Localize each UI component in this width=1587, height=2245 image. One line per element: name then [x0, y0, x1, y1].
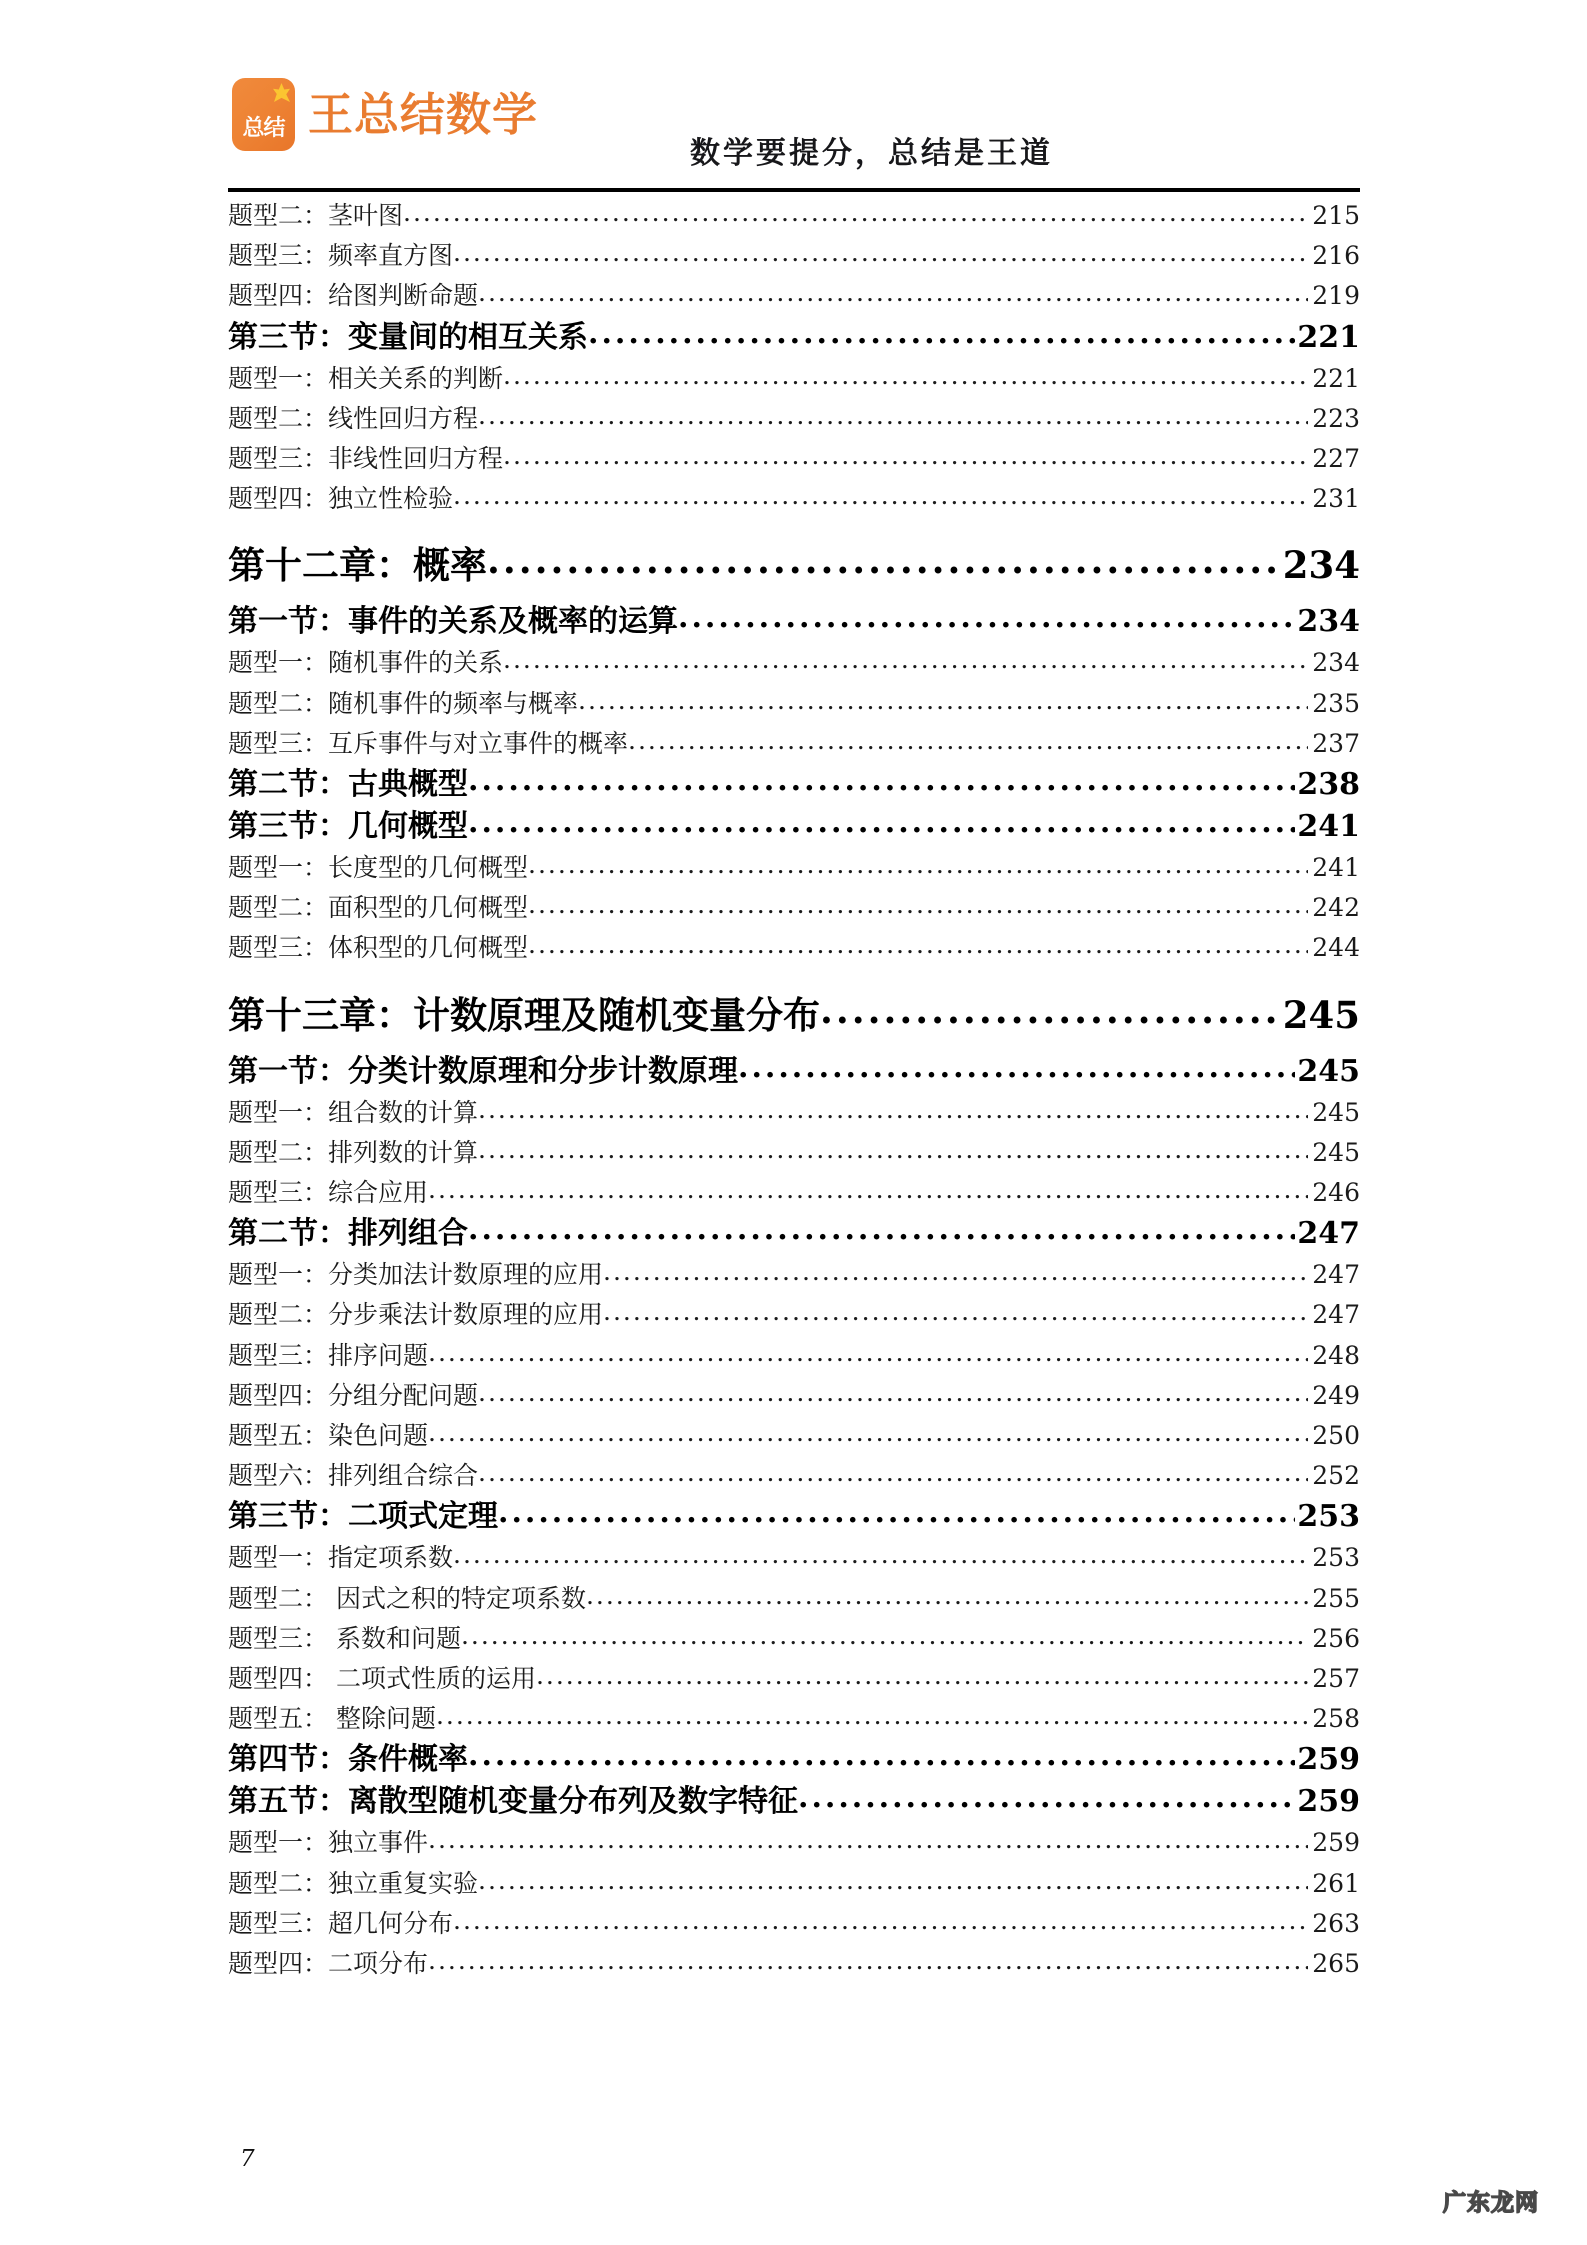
- toc-leader-dots: [503, 359, 1308, 399]
- toc-entry-topic[interactable]: [228, 1579, 1360, 1619]
- toc-entry-chapter[interactable]: [228, 991, 1360, 1039]
- toc-entry-label: 题型二：独立重复实验: [228, 1868, 479, 1898]
- toc-leader-dots: [428, 1173, 1308, 1213]
- toc-entry-label: 题型三：互斥事件与对立事件的概率: [228, 728, 629, 758]
- toc-entry-page: 252: [1312, 1461, 1360, 1491]
- toc-entry-page: 215: [1312, 201, 1360, 230]
- toc-entry-page: 247: [1297, 1216, 1360, 1252]
- toc-entry-label: 第五节：离散型随机变量分布列及数字特征: [228, 1784, 798, 1820]
- toc-entry-page: 259: [1297, 1742, 1360, 1778]
- toc-leader-dots: [528, 928, 1308, 968]
- toc-entry-label: 第三节：二项式定理: [228, 1499, 498, 1535]
- toc-entry-label: 题型四：给图判断命题: [228, 281, 479, 311]
- toc-leader-dots: [503, 643, 1308, 683]
- toc-entry-section[interactable]: [228, 806, 1360, 848]
- toc-entry-label: 题型二：茎叶图: [228, 201, 404, 230]
- toc-entry-page: 247: [1312, 1300, 1360, 1330]
- table-of-contents: [228, 196, 1360, 1984]
- toc-leader-dots: [428, 1823, 1308, 1863]
- toc-entry-topic[interactable]: [228, 1699, 1360, 1739]
- toc-leader-dots: [478, 1093, 1308, 1133]
- toc-entry-topic[interactable]: [228, 359, 1360, 399]
- toc-entry-label: 题型一：长度型的几何概型: [228, 853, 529, 883]
- toc-entry-topic[interactable]: [228, 276, 1360, 316]
- page-header: [0, 0, 1587, 182]
- toc-entry-page: 234: [1282, 543, 1360, 588]
- toc-leader-dots: [498, 1496, 1295, 1538]
- toc-entry-page: 235: [1312, 688, 1360, 718]
- page-number: 7: [240, 2146, 255, 2172]
- toc-entry-label: 第三节：变量间的相互关系: [228, 319, 588, 355]
- toc-entry-page: 221: [1312, 363, 1360, 393]
- toc-entry-section[interactable]: [228, 1051, 1360, 1093]
- toc-leader-dots: [738, 1051, 1295, 1093]
- toc-entry-page: 249: [1312, 1380, 1360, 1410]
- toc-entry-label: 题型一：相关关系的判断: [228, 363, 504, 393]
- toc-entry-topic[interactable]: [228, 1093, 1360, 1133]
- toc-entry-topic[interactable]: [228, 479, 1360, 519]
- toc-entry-label: 题型三：综合应用: [228, 1178, 429, 1208]
- toc-entry-page: 253: [1312, 1543, 1360, 1573]
- toc-entry-topic[interactable]: [228, 1864, 1360, 1904]
- toc-entry-page: 245: [1282, 992, 1360, 1037]
- toc-entry-page: 263: [1312, 1908, 1360, 1938]
- toc-entry-label: 第四节：条件概率: [228, 1742, 468, 1778]
- toc-entry-page: 221: [1297, 319, 1360, 355]
- toc-entry-topic[interactable]: [228, 1416, 1360, 1456]
- toc-entry-label: 题型三：非线性回归方程: [228, 444, 504, 474]
- toc-entry-page: 250: [1312, 1421, 1360, 1451]
- toc-entry-topic[interactable]: [228, 1295, 1360, 1335]
- toc-leader-dots: [820, 991, 1281, 1039]
- toc-leader-dots: [603, 1255, 1308, 1295]
- toc-entry-label: 题型二：排列数的计算: [228, 1137, 479, 1167]
- toc-leader-dots: [478, 1133, 1308, 1173]
- toc-leader-dots: [478, 1376, 1308, 1416]
- toc-entry-topic[interactable]: [228, 888, 1360, 928]
- toc-entry-label: 题型一：指定项系数: [228, 1543, 454, 1573]
- toc-leader-dots: [478, 399, 1308, 439]
- toc-leader-dots: [798, 1781, 1295, 1823]
- toc-entry-page: 245: [1312, 1137, 1360, 1167]
- toc-entry-label: 第三节：几何概型: [228, 809, 468, 845]
- toc-entry-section[interactable]: [228, 764, 1360, 806]
- toc-entry-page: 227: [1312, 444, 1360, 474]
- toc-entry-topic[interactable]: [228, 684, 1360, 724]
- toc-entry-topic[interactable]: [228, 1538, 1360, 1578]
- toc-entry-label: 题型二：面积型的几何概型: [228, 893, 529, 923]
- toc-leader-dots: [528, 848, 1308, 888]
- toc-leader-dots: [468, 806, 1295, 848]
- toc-leader-dots: [578, 684, 1308, 724]
- toc-leader-dots: [503, 439, 1308, 479]
- toc-entry-topic[interactable]: [228, 1944, 1360, 1984]
- toc-entry-label: 第一节：事件的关系及概率的运算: [228, 604, 678, 640]
- toc-leader-dots: [453, 479, 1308, 519]
- toc-leader-dots: [428, 1336, 1308, 1376]
- toc-entry-page: 234: [1297, 604, 1360, 640]
- toc-entry-page: 257: [1312, 1664, 1360, 1694]
- toc-entry-label: 题型六：排列组合综合: [228, 1461, 479, 1491]
- toc-entry-label: 第二节：排列组合: [228, 1216, 468, 1252]
- toc-leader-dots: [678, 601, 1295, 643]
- toc-leader-dots: [603, 1295, 1308, 1335]
- toc-entry-page: 248: [1312, 1340, 1360, 1370]
- toc-entry-label: 题型一：独立事件: [228, 1828, 429, 1858]
- toc-entry-label: 题型四：分组分配问题: [228, 1380, 479, 1410]
- toc-entry-label: 第十三章：计数原理及随机变量分布: [228, 992, 820, 1037]
- brand-logo: [232, 78, 538, 151]
- toc-entry-label: 题型四：二项分布: [228, 1949, 429, 1979]
- toc-entry-page: 238: [1297, 767, 1360, 803]
- toc-entry-section[interactable]: [228, 1781, 1360, 1823]
- toc-entry-label: 题型二：随机事件的频率与概率: [228, 688, 579, 718]
- toc-entry-page: 261: [1312, 1868, 1360, 1898]
- toc-entry-label: 题型四： 二项式性质的运用: [228, 1664, 536, 1694]
- toc-entry-label: 题型二：分步乘法计数原理的应用: [228, 1300, 604, 1330]
- toc-entry-section[interactable]: [228, 1496, 1360, 1538]
- toc-entry-label: 题型二： 因式之积的特定项系数: [228, 1583, 586, 1613]
- toc-entry-topic[interactable]: [228, 1904, 1360, 1944]
- toc-entry-topic[interactable]: [228, 1823, 1360, 1863]
- toc-leader-dots: [428, 1416, 1308, 1456]
- header-tagline: 数学要提分，总结是王道: [690, 136, 1053, 171]
- toc-entry-page: 234: [1312, 648, 1360, 678]
- toc-leader-dots: [478, 276, 1308, 316]
- toc-entry-page: 265: [1312, 1949, 1360, 1979]
- toc-entry-page: 253: [1297, 1499, 1360, 1535]
- toc-entry-label: 题型三：排序问题: [228, 1340, 429, 1370]
- toc-leader-dots: [588, 317, 1295, 359]
- toc-entry-label: 题型三： 系数和问题: [228, 1623, 461, 1653]
- toc-entry-topic[interactable]: [228, 196, 1360, 236]
- toc-entry-label: 题型一：随机事件的关系: [228, 648, 504, 678]
- toc-entry-topic[interactable]: [228, 1456, 1360, 1496]
- toc-entry-page: 245: [1312, 1097, 1360, 1127]
- toc-entry-page: 237: [1312, 728, 1360, 758]
- watermark: 广东龙网: [1443, 2190, 1539, 2216]
- toc-leader-dots: [461, 1619, 1308, 1659]
- toc-entry-topic[interactable]: [228, 724, 1360, 764]
- toc-leader-dots: [478, 1864, 1308, 1904]
- brand-name: 王总结数学: [308, 88, 539, 141]
- toc-leader-dots: [453, 1904, 1308, 1944]
- toc-entry-label: 题型二：线性回归方程: [228, 403, 479, 433]
- toc-entry-topic[interactable]: [228, 236, 1360, 276]
- toc-entry-page: 247: [1312, 1260, 1360, 1290]
- toc-entry-page: 231: [1312, 484, 1360, 514]
- toc-entry-page: 256: [1312, 1623, 1360, 1653]
- toc-entry-topic[interactable]: [228, 1133, 1360, 1173]
- toc-entry-topic[interactable]: [228, 399, 1360, 439]
- toc-leader-dots: [586, 1579, 1308, 1619]
- toc-entry-label: 题型一：分类加法计数原理的应用: [228, 1260, 604, 1290]
- toc-entry-label: 题型三：超几何分布: [228, 1908, 454, 1938]
- header-divider: [228, 188, 1360, 192]
- toc-entry-page: 244: [1312, 933, 1360, 963]
- toc-entry-page: 241: [1312, 853, 1360, 883]
- toc-entry-label: 题型五：染色问题: [228, 1421, 429, 1451]
- toc-entry-label: 题型四：独立性检验: [228, 484, 454, 514]
- toc-leader-dots: [453, 236, 1308, 276]
- toc-entry-topic[interactable]: [228, 928, 1360, 968]
- toc-entry-topic[interactable]: [228, 643, 1360, 683]
- toc-entry-page: 258: [1312, 1704, 1360, 1734]
- toc-entry-chapter[interactable]: [228, 541, 1360, 589]
- logo-icon: [232, 78, 295, 151]
- toc-entry-section[interactable]: [228, 317, 1360, 359]
- toc-entry-page: 259: [1312, 1828, 1360, 1858]
- toc-leader-dots: [453, 1538, 1308, 1578]
- toc-entry-page: 245: [1297, 1053, 1360, 1089]
- toc-leader-dots: [468, 1213, 1295, 1255]
- toc-entry-topic[interactable]: [228, 1659, 1360, 1699]
- logo-mark-label: 总结: [242, 116, 285, 141]
- toc-entry-page: 241: [1297, 809, 1360, 845]
- toc-entry-section[interactable]: [228, 601, 1360, 643]
- toc-leader-dots: [478, 1456, 1308, 1496]
- toc-entry-page: 259: [1297, 1784, 1360, 1820]
- toc-leader-dots: [428, 1944, 1308, 1984]
- toc-entry-page: 246: [1312, 1178, 1360, 1208]
- toc-leader-dots: [468, 1739, 1295, 1781]
- toc-leader-dots: [468, 764, 1295, 806]
- toc-entry-topic[interactable]: [228, 439, 1360, 479]
- toc-leader-dots: [536, 1659, 1308, 1699]
- spark-icon: [273, 83, 290, 102]
- toc-entry-topic[interactable]: [228, 1376, 1360, 1416]
- toc-entry-label: 题型五： 整除问题: [228, 1704, 436, 1734]
- toc-entry-page: 242: [1312, 893, 1360, 923]
- toc-entry-page: 223: [1312, 403, 1360, 433]
- toc-entry-label: 第一节：分类计数原理和分步计数原理: [228, 1053, 738, 1089]
- toc-entry-page: 216: [1312, 241, 1360, 271]
- toc-entry-topic[interactable]: [228, 1619, 1360, 1659]
- toc-leader-dots: [436, 1699, 1308, 1739]
- toc-leader-dots: [403, 196, 1308, 236]
- toc-entry-section[interactable]: [228, 1213, 1360, 1255]
- toc-entry-topic[interactable]: [228, 1336, 1360, 1376]
- toc-entry-topic[interactable]: [228, 1255, 1360, 1295]
- toc-entry-label: 题型三：频率直方图: [228, 241, 454, 271]
- toc-entry-page: 219: [1312, 281, 1360, 311]
- toc-entry-page: 255: [1312, 1583, 1360, 1613]
- toc-entry-label: 题型一：组合数的计算: [228, 1097, 479, 1127]
- toc-leader-dots: [487, 541, 1281, 589]
- toc-leader-dots: [628, 724, 1308, 764]
- toc-entry-topic[interactable]: [228, 848, 1360, 888]
- toc-entry-label: 第十二章：概率: [228, 543, 487, 588]
- toc-entry-label: 第二节：古典概型: [228, 767, 468, 803]
- toc-entry-topic[interactable]: [228, 1173, 1360, 1213]
- toc-leader-dots: [528, 888, 1308, 928]
- toc-entry-label: 题型三：体积型的几何概型: [228, 933, 529, 963]
- toc-entry-section[interactable]: [228, 1739, 1360, 1781]
